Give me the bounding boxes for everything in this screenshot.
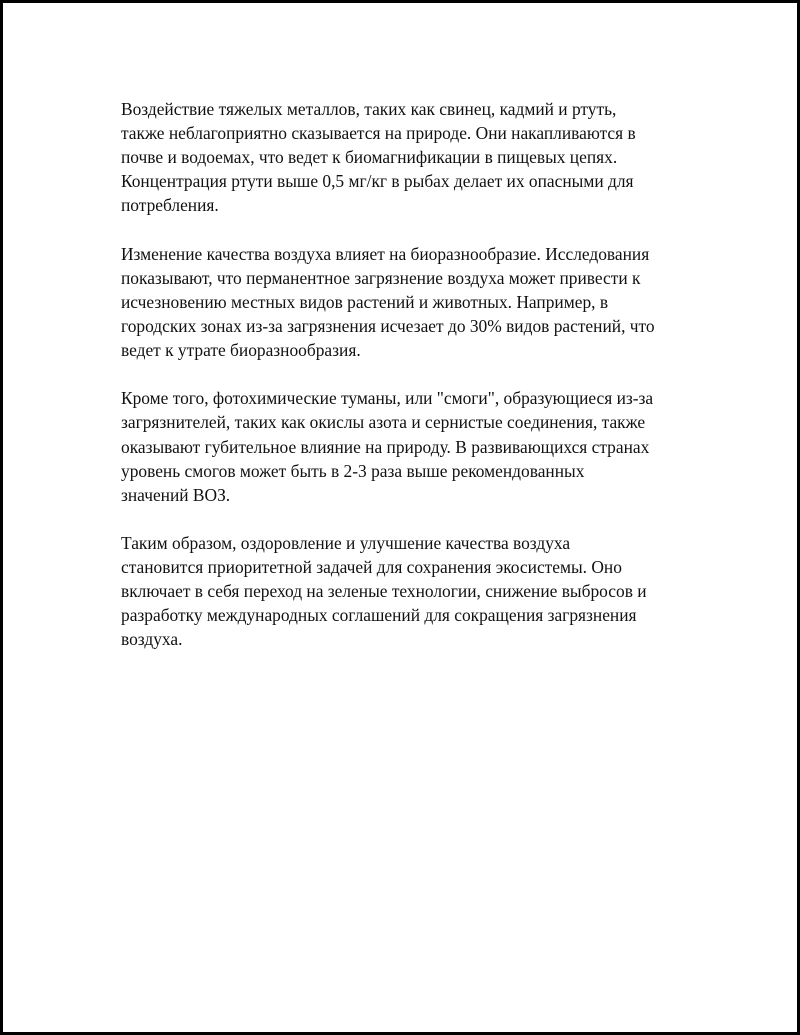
text-line: Кроме того, фотохимические туманы, или "смоги", образующиеся из-за bbox=[121, 388, 654, 409]
paragraph-smog bbox=[121, 386, 711, 506]
paragraph-conclusion bbox=[121, 531, 711, 651]
text-line: городских зонах из-за загрязнения исчезает до 30% видов растений, что bbox=[121, 315, 655, 336]
text-line: почве и водоемах, что ведет к биомагнификации в пищевых цепях. bbox=[121, 147, 618, 168]
text-line: также неблагоприятно сказывается на природе. Они накапливаются в bbox=[121, 123, 636, 144]
text-line: исчезновению местных видов растений и животных. Например, в bbox=[121, 291, 609, 312]
text-line: Воздействие тяжелых металлов, таких как свинец, кадмий и ртуть, bbox=[121, 99, 617, 119]
text-line: воздуха. bbox=[121, 629, 183, 650]
text-line: уровень смогов может быть в 2-3 раза выше рекомендованных bbox=[121, 460, 585, 481]
text-line: оказывают губительное влияние на природу. В развивающихся странах bbox=[121, 436, 650, 457]
text-line: разработку международных соглашений для сокращения загрязнения bbox=[121, 605, 637, 626]
text-line: значений ВОЗ. bbox=[121, 484, 231, 505]
text-line: показывают, что перманентное загрязнение воздуха может привести к bbox=[121, 267, 641, 288]
paragraph-heavy-metals bbox=[121, 97, 711, 217]
text-line: Концентрация ртути выше 0,5 мг/кг в рыбах делает их опасными для bbox=[121, 171, 634, 192]
text-line: Изменение качества воздуха влияет на биоразнообразие. Исследования bbox=[121, 243, 650, 264]
text-line: ведет к утрате биоразнообразия. bbox=[121, 340, 361, 361]
text-line: Таким образом, оздоровление и улучшение качества воздуха bbox=[121, 532, 571, 553]
text-line: загрязнителей, таких как окислы азота и сернистые соединения, также bbox=[121, 412, 646, 433]
paragraph-biodiversity bbox=[121, 242, 711, 362]
text-line: включает в себя переход на зеленые технологии, снижение выбросов и bbox=[121, 581, 647, 602]
document-body bbox=[121, 97, 711, 676]
text-line: становится приоритетной задачей для сохранения экосистемы. Оно bbox=[121, 557, 622, 578]
text-line: потребления. bbox=[121, 195, 219, 216]
